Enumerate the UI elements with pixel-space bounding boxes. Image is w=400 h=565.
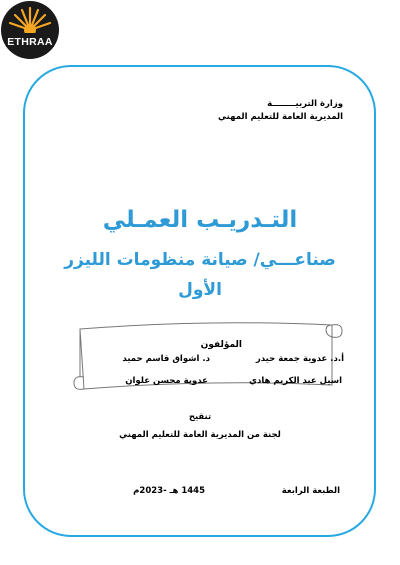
ethraa-logo [0, 0, 60, 60]
author-name: عدوية محسن علوان [125, 376, 208, 386]
page-frame [23, 65, 376, 537]
logo-wordmark: ETHRAA [7, 36, 53, 48]
ministry-name: وزارة التربيــــــــة [267, 99, 343, 109]
ministry-header [218, 98, 343, 124]
authors-heading: المؤلفون [200, 340, 242, 350]
book-grade: الأول [178, 280, 222, 300]
logo-emblem-icon [0, 0, 60, 60]
author-name: د. اشواق قاسم حميد [122, 354, 210, 364]
book-title: التـدريـب العمـلي [102, 207, 298, 233]
author-name: أ.د. عدوية جمعة حيدر [255, 354, 344, 364]
author-name: اسيل عبد الكريم هادي [249, 376, 342, 386]
directorate-name: المديرية العامة للتعليم المهني [218, 112, 343, 122]
revision-heading: تنقيح [188, 412, 212, 422]
book-subject: صناعـــي/ صيانة منظومات الليزر [64, 250, 336, 270]
edition-label: الطبعة الرابعة [281, 486, 340, 496]
revision-committee: لجنة من المديرية العامة للتعليم المهني [119, 430, 281, 440]
edition-year: 1445 هـ -2023م [133, 486, 205, 496]
